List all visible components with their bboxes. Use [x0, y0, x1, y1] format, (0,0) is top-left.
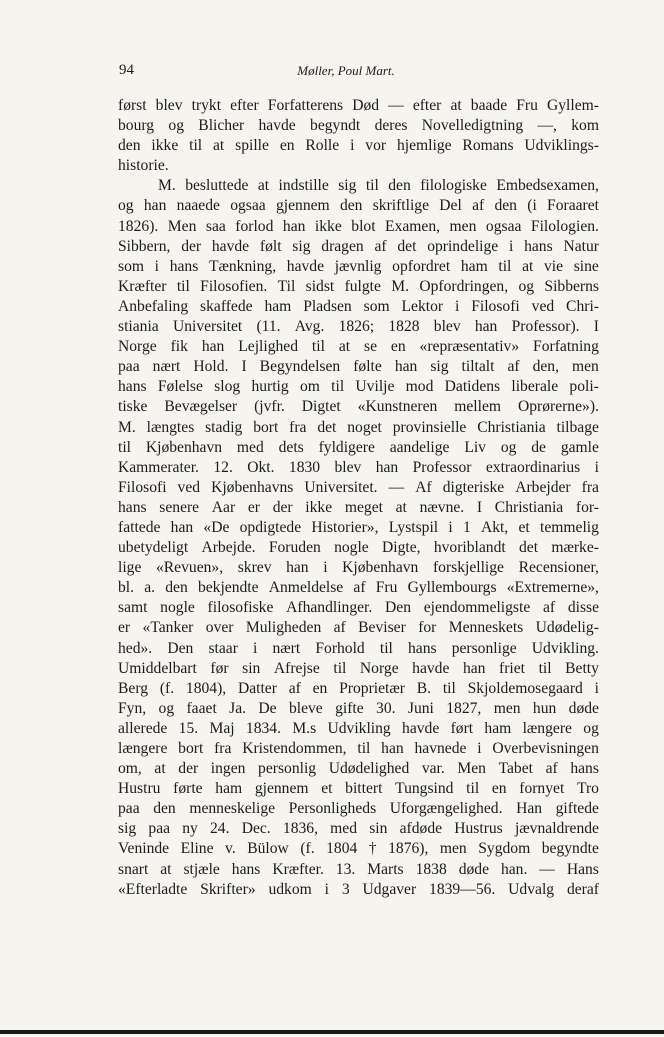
text-line: M. længtes stadig bort fra det noget provinsielle Christiania tilbage — [118, 418, 599, 436]
text-line: bourg og Blicher havde begyndt deres Novelledigtning —, kom — [118, 117, 599, 135]
text-line: stiania Universitet (11. Avg. 1826; 1828 blev han Professor). I — [118, 318, 599, 336]
text-line: og han naaede ogsaa gjennem den skriftlige Del af den (i Foraaret — [118, 197, 599, 215]
bottom-rule — [0, 1030, 664, 1034]
text-line: til Kjøbenhavn med dets fyldigere aandelige Liv og de gamle — [118, 438, 599, 456]
text-line: paa den menneskelige Personligheds Uforgængelighed. Han giftede — [118, 800, 599, 818]
text-line: allerede 15. Maj 1834. M.s Udvikling havde ført ham længere og — [118, 719, 599, 737]
text-line: er «Tanker over Muligheden af Beviser for Menneskets Udødelig- — [118, 619, 599, 637]
text-line: om, at der ingen personlig Udødelighed var. Men Tabet af hans — [118, 760, 599, 778]
body-text — [118, 96, 599, 900]
text-line: bl. a. den bekjendte Anmeldelse af Fru Gyllembourgs «Extremerne», — [118, 579, 599, 597]
text-line: Anbefaling skaffede ham Pladsen som Lektor i Filosofi ved Chri- — [118, 297, 599, 315]
text-line: paa nært Hold. I Begyndelsen følte han sig tiltalt af den, men — [118, 358, 599, 376]
text-line: længere bort fra Kristendommen, til han havnede i Overbevisningen — [118, 740, 599, 757]
text-line: Berg (f. 1804), Datter af en Proprietær B. til Skjoldemosegaard i — [118, 679, 599, 697]
text-line: Kræfter til Filosofien. Til sidst fulgte M. Opfordringen, og Sibberns — [118, 277, 599, 295]
text-line: Sibbern, der havde følt sig dragen af det oprindelige i hans Natur — [118, 237, 599, 255]
text-line: lige «Revuen», skrev han i Kjøbenhavn forskjellige Recensioner, — [118, 559, 599, 577]
running-head: Møller, Poul Mart. — [297, 63, 395, 78]
text-line: Filosofi ved Kjøbenhavns Universitet. — Af digteriske Arbejder fra — [118, 478, 599, 496]
text-line: Veninde Eline v. Bülow (f. 1804 † 1876), men Sygdom begyndte — [118, 840, 599, 858]
text-line: Kammerater. 12. Okt. 1830 blev han Professor extraordinarius i — [118, 458, 599, 476]
text-line: Umiddelbart før sin Afrejse til Norge havde han friet til Betty — [118, 659, 599, 677]
text-line: fattede han «De opdigtede Historier», Lystspil i 1 Akt, et temmelig — [118, 518, 599, 536]
text-line: snart at stjæle hans Kræfter. 13. Marts 1838 døde han. — Hans — [118, 860, 599, 878]
text-line: «Efterladte Skrifter» udkom i 3 Udgaver 1839—56. Udvalg deraf — [118, 880, 599, 898]
text-line: hed». Den staar i nært Forhold til hans personlige Udvikling. — [118, 639, 599, 657]
text-line: som i hans Tænkning, havde jævnlig opfordret ham til at vie sine — [118, 257, 599, 275]
text-line: hans senere Aar er der ikke meget at nævne. I Christiania for- — [118, 498, 599, 516]
text-line: tiske Bevægelser (jvfr. Digtet «Kunstneren mellem Oprørerne»). — [118, 398, 599, 416]
text-line: M. besluttede at indstille sig til den filologiske Embedsexamen, — [158, 177, 599, 195]
text-line: Norge fik han Lejlighed til at se en «repræsentativ» Forfatning — [118, 338, 599, 356]
text-line: den ikke til at spille en Rolle i vor hjemlige Romans Udviklings- — [118, 137, 599, 155]
text-line: 1826). Men saa forlod han ikke blot Examen, men ogsaa Filologien. — [118, 217, 599, 235]
text-line: historie. — [118, 157, 169, 175]
text-line: Hustru førte ham gjennem et bittert Tungsind til en fornyet Tro — [118, 780, 599, 798]
page-number: 94 — [119, 62, 134, 78]
text-line: hans Følelse slog hurtig om til Uvilje mod Datidens liberale poli- — [118, 378, 599, 396]
text-line: først blev trykt efter Forfatterens Død — efter at baade Fru Gyllem- — [118, 97, 599, 114]
text-line: sig paa ny 24. Dec. 1836, med sin afdøde Hustrus jævnaldrende — [118, 820, 599, 838]
text-line: Fyn, og faaet Ja. De bleve gifte 30. Juni 1827, men hun døde — [118, 699, 599, 717]
text-line: samt nogle filosofiske Afhandlinger. Den ejendommeligste af disse — [118, 599, 599, 617]
text-line: ubetydeligt Arbejde. Foruden nogle Digte, hvoriblandt det mærke- — [118, 539, 599, 557]
